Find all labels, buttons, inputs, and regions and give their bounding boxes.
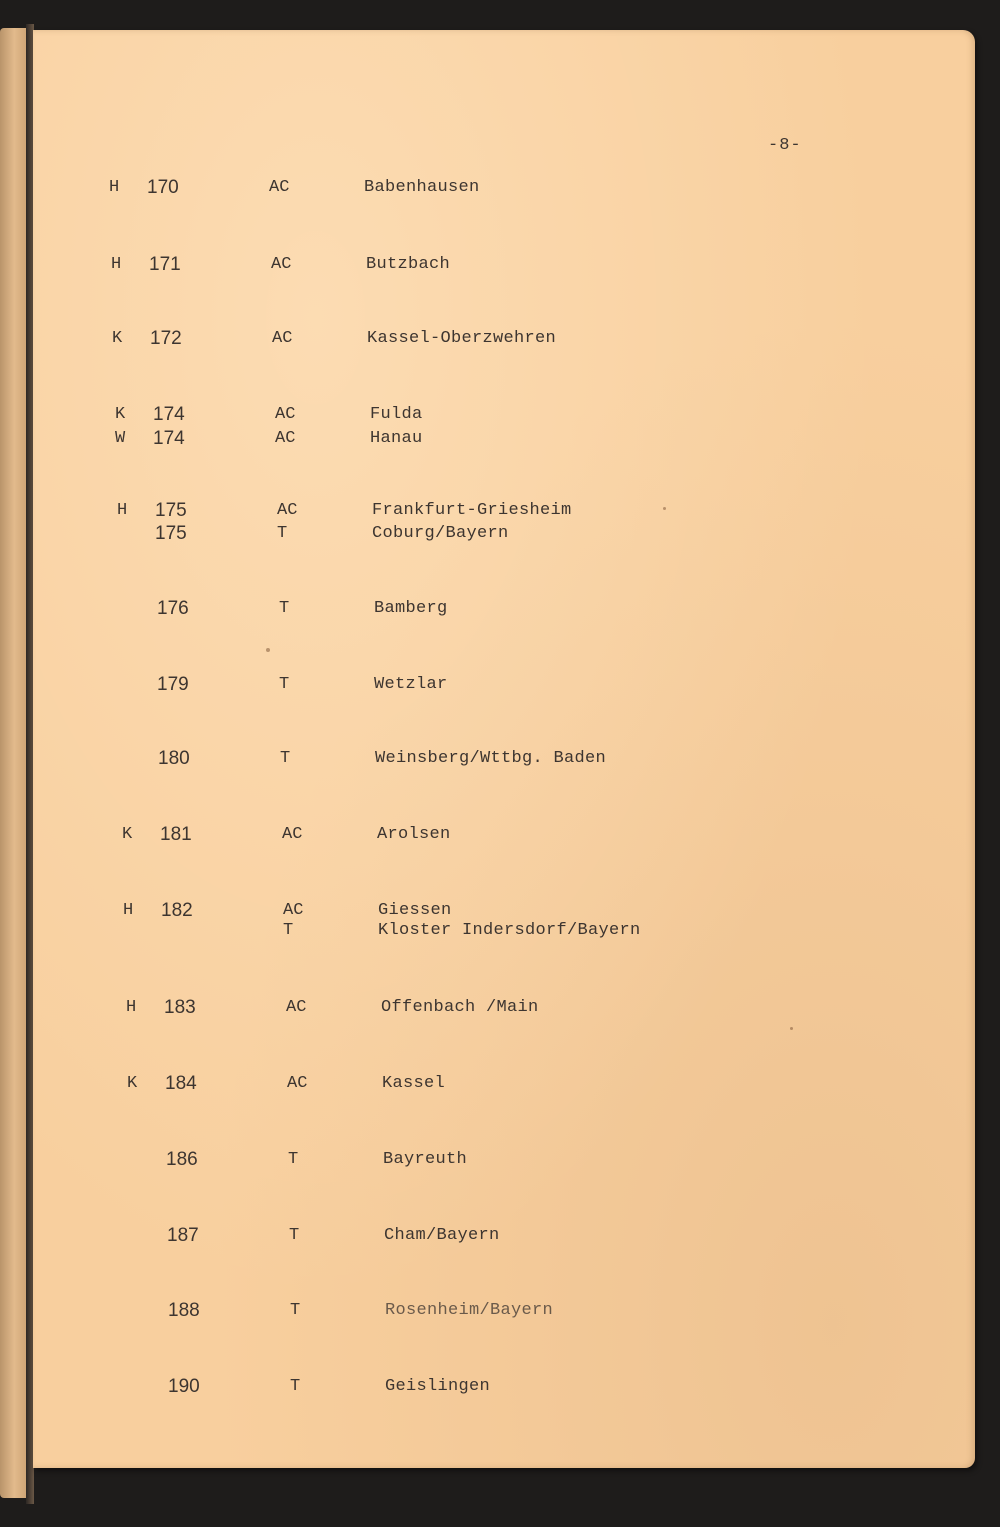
entry-type: AC xyxy=(286,998,307,1017)
entry-place: Geislingen xyxy=(385,1377,491,1396)
entry-place: Cham/Bayern xyxy=(384,1226,500,1245)
entry-place: Butzbach xyxy=(366,255,451,274)
paper-speck xyxy=(266,648,270,652)
entry-place: Babenhausen xyxy=(364,178,480,197)
entry-type: AC xyxy=(272,329,293,348)
entry-place: Rosenheim/Bayern xyxy=(385,1301,554,1320)
entry-place: Fulda xyxy=(370,405,423,424)
entry-place: Kassel xyxy=(382,1074,446,1093)
entry-number: 186 xyxy=(166,1149,198,1170)
entry-type: AC xyxy=(275,429,296,448)
entry-type: AC xyxy=(283,901,304,920)
entry-prefix: H xyxy=(109,178,120,197)
entry-type: T xyxy=(290,1301,301,1320)
entry-place: Arolsen xyxy=(377,825,451,844)
entry-type: T xyxy=(288,1150,299,1169)
entry-type: AC xyxy=(269,178,290,197)
entry-place: Kloster Indersdorf/Bayern xyxy=(378,921,641,940)
paper-speck xyxy=(790,1027,793,1030)
entry-type: AC xyxy=(277,501,298,520)
entry-prefix: H xyxy=(111,255,122,274)
entry-number: 183 xyxy=(164,997,196,1018)
entry-prefix: K xyxy=(122,825,133,844)
entry-type: AC xyxy=(287,1074,308,1093)
entry-number: 175 xyxy=(155,500,187,521)
entry-type: T xyxy=(290,1377,301,1396)
entry-number: 181 xyxy=(160,824,192,845)
entry-number: 174 xyxy=(153,404,185,425)
entry-number: 172 xyxy=(150,328,182,349)
entry-place: Bamberg xyxy=(374,599,448,618)
entry-place: Coburg/Bayern xyxy=(372,524,509,543)
entry-prefix: H xyxy=(123,901,134,920)
entry-prefix: H xyxy=(117,501,128,520)
typed-page xyxy=(33,30,975,1468)
entry-place: Wetzlar xyxy=(374,675,448,694)
entry-number: 184 xyxy=(165,1073,197,1094)
entry-type: T xyxy=(280,749,291,768)
entry-number: 174 xyxy=(153,428,185,449)
entry-number: 190 xyxy=(168,1376,200,1397)
entry-place: Giessen xyxy=(378,901,452,920)
entry-place: Offenbach /Main xyxy=(381,998,539,1017)
entry-place: Bayreuth xyxy=(383,1150,468,1169)
entry-number: 187 xyxy=(167,1225,199,1246)
entry-prefix: K xyxy=(115,405,126,424)
page-number: -8- xyxy=(768,136,802,155)
entry-prefix: H xyxy=(126,998,137,1017)
entry-number: 188 xyxy=(168,1300,200,1321)
entry-type: T xyxy=(283,921,294,940)
entry-number: 170 xyxy=(147,177,179,198)
paper-speck xyxy=(663,507,666,510)
entry-place: Kassel-Oberzwehren xyxy=(367,329,557,348)
entry-prefix: K xyxy=(112,329,123,348)
entry-prefix: W xyxy=(115,429,126,448)
entry-place: Hanau xyxy=(370,429,423,448)
entry-number: 180 xyxy=(158,748,190,769)
entry-number: 175 xyxy=(155,523,187,544)
entry-type: AC xyxy=(275,405,296,424)
entry-type: AC xyxy=(271,255,292,274)
entry-place: Frankfurt-Griesheim xyxy=(372,501,572,520)
entry-number: 176 xyxy=(157,598,189,619)
entry-prefix: K xyxy=(127,1074,138,1093)
entry-number: 182 xyxy=(161,900,193,921)
entry-number: 179 xyxy=(157,674,189,695)
entry-type: AC xyxy=(282,825,303,844)
entry-type: T xyxy=(279,675,290,694)
entry-type: T xyxy=(279,599,290,618)
entry-place: Weinsberg/Wttbg. Baden xyxy=(375,749,607,768)
entry-number: 171 xyxy=(149,254,181,275)
entry-type: T xyxy=(289,1226,300,1245)
entry-type: T xyxy=(277,524,288,543)
previous-page-edge xyxy=(0,28,26,1498)
